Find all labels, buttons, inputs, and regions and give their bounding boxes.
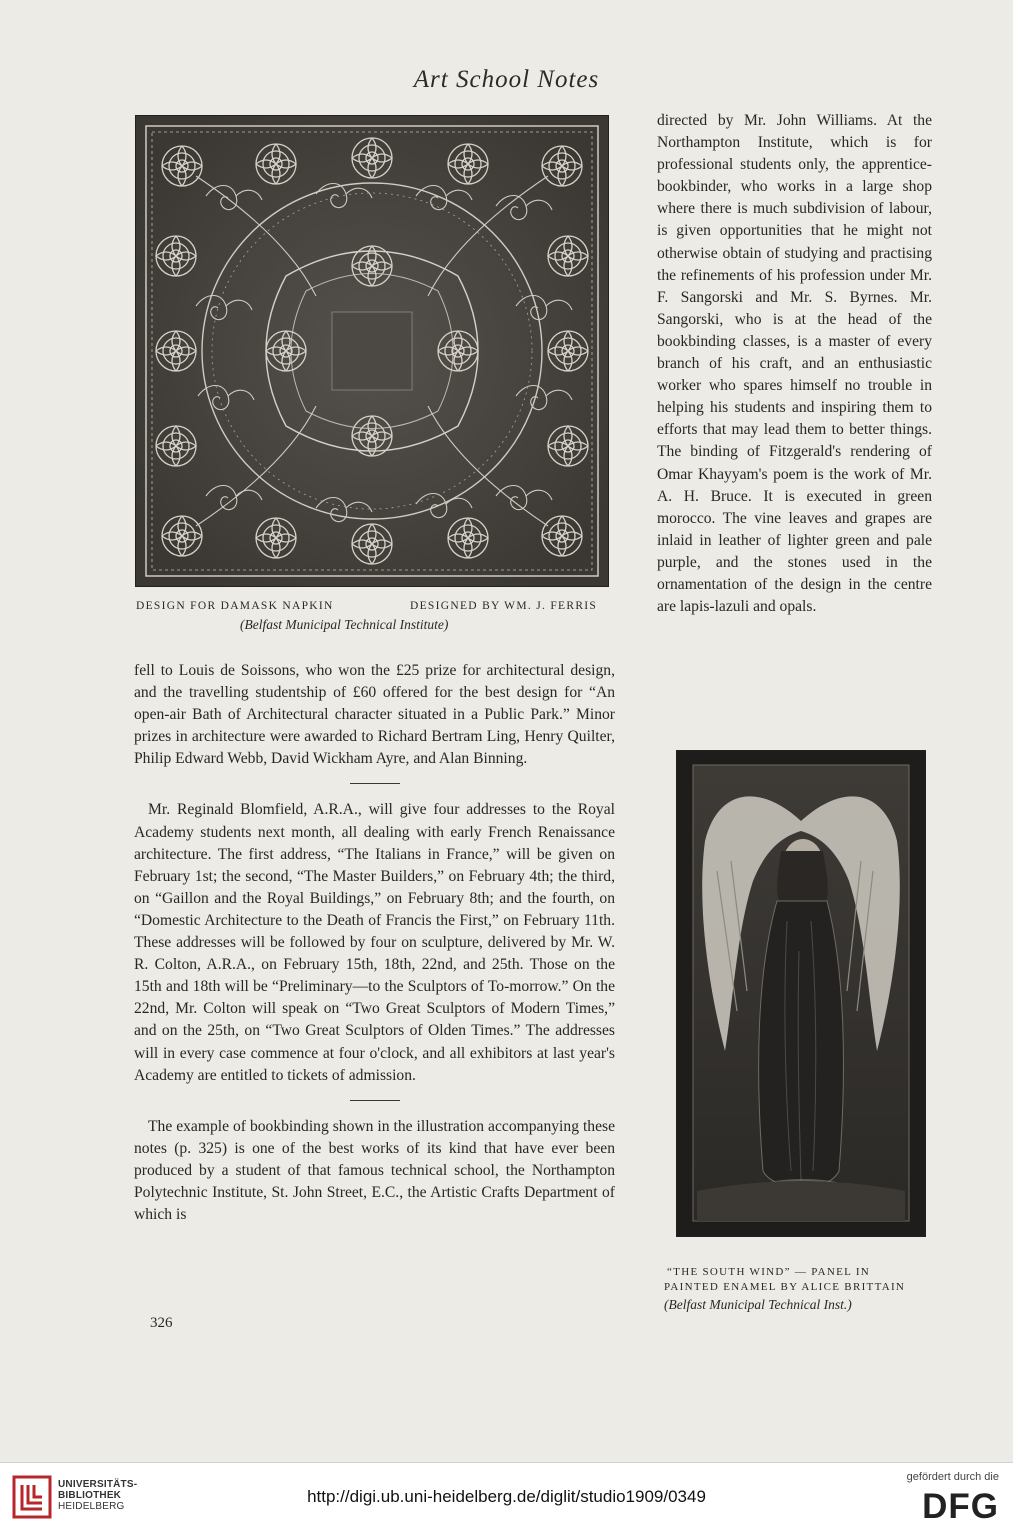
right-column-text [657,110,932,618]
library-name-line-2: BIBLIOTHEK [58,1490,122,1501]
section-divider [350,1100,400,1101]
napkin-caption-title: DESIGN FOR DAMASK NAPKIN [136,600,334,612]
funding-label: gefördert durch die [906,1471,999,1483]
page-number: 326 [150,1315,173,1331]
panel-caption-artist: PAINTED ENAMEL BY ALICE BRITTAIN [664,1281,906,1293]
library-name-line-1: UNIVERSITÄTS- [58,1479,138,1490]
dfg-logo: DFG [922,1487,999,1526]
left-column-text [134,660,615,1226]
napkin-caption-source: (Belfast Municipal Technical Institute) [240,617,449,632]
south-wind-panel-illustration [676,750,926,1237]
napkin-caption-designer: DESIGNED BY WM. J. FERRIS [410,600,598,612]
source-url-link[interactable]: http://digi.ub.uni-heidelberg.de/diglit/studio1909/0349 [307,1487,706,1506]
library-name-line-3: HEIDELBERG [58,1501,125,1512]
right-column-paragraph: directed by Mr. John Williams. At the Northampton Institute, which is for professional students only, the apprentice-bookbinder, who works in a large shop where there is much subdivision of labour, is given opportunities that he might not otherwise obtain of studying and practising the refinements of his profession under Mr. F. Sangorski and Mr. S. Byrnes. Mr. Sangorski, who is at the head of the bookbinding classes, is a master of every branch of his craft, and an enthusiastic worker who spares himself no trouble in helping his students and inspiring them to efforts that may lead them to better things. The binding of Fitzgerald's rendering of Omar Khayyam's poem is the work of Mr. A. H. Bruce. It is executed in green morocco. The vine leaves and grapes are inlaid in leather of lighter green and pale purple, and the stones used in the ornamentation of the design in the centre are lapis-lazuli and opals. [657,112,932,616]
digitization-footer [0,1462,1013,1535]
left-column-paragraph-1: fell to Louis de Soissons, who won the £25 prize for architectural design, and the travelling studentship of £60 offered for the best design for “An open-air Bath of Architectural character situated in a Public Park.” Minor prizes in architecture were awarded to Richard Bertram Ling, Henry Quilter, Philip Edward Webb, David Wickham Ayre, and Alan Binning. [134,662,615,768]
left-column-paragraph-2: Mr. Reginald Blomfield, A.R.A., will give four addresses to the Royal Academy students next month, all dealing with early French Renaissance architecture. The first address, “The Italians in France,” will be given on February 1st; the second, “The Master Builders,” on February 4th; the third, on “Gaillon and the Royal Buildings,” on February 8th; and the fourth, on “Domestic Architecture to the Death of Francis the First,” on February 11th. These addresses will be followed by four on sculpture, delivered by Mr. W. R. Colton, A.R.A., on February 15th, 18th, 22nd, and 25th. Those on the 15th and 18th will be “Preliminary—to the Sculptors of To-morrow.” On the 22nd, Mr. Colton will speak on “Two Great Sculptors of Modern Times,” and on the 25th, on “Two Great Sculptors of Olden Times.” The addresses will in every case commence at four o'clock, and all exhibitors at last year's Academy are entitled to tickets of admission. [134,801,615,1084]
running-head: Art School Notes [413,66,600,93]
section-divider [350,783,400,784]
left-column-paragraph-3: The example of bookbinding shown in the illustration accompanying these notes (p. 325) is one of the best works of its kind that have ever been produced by a student of that famous technical school, the Northampton Polytechnic Institute, St. John Street, E.C., the Artistic Crafts Department of which is [134,1117,615,1224]
damask-napkin-illustration [135,115,609,587]
panel-caption-source: (Belfast Municipal Technical Inst.) [664,1297,852,1312]
panel-caption-title: “THE SOUTH WIND” — PANEL IN [667,1266,871,1278]
